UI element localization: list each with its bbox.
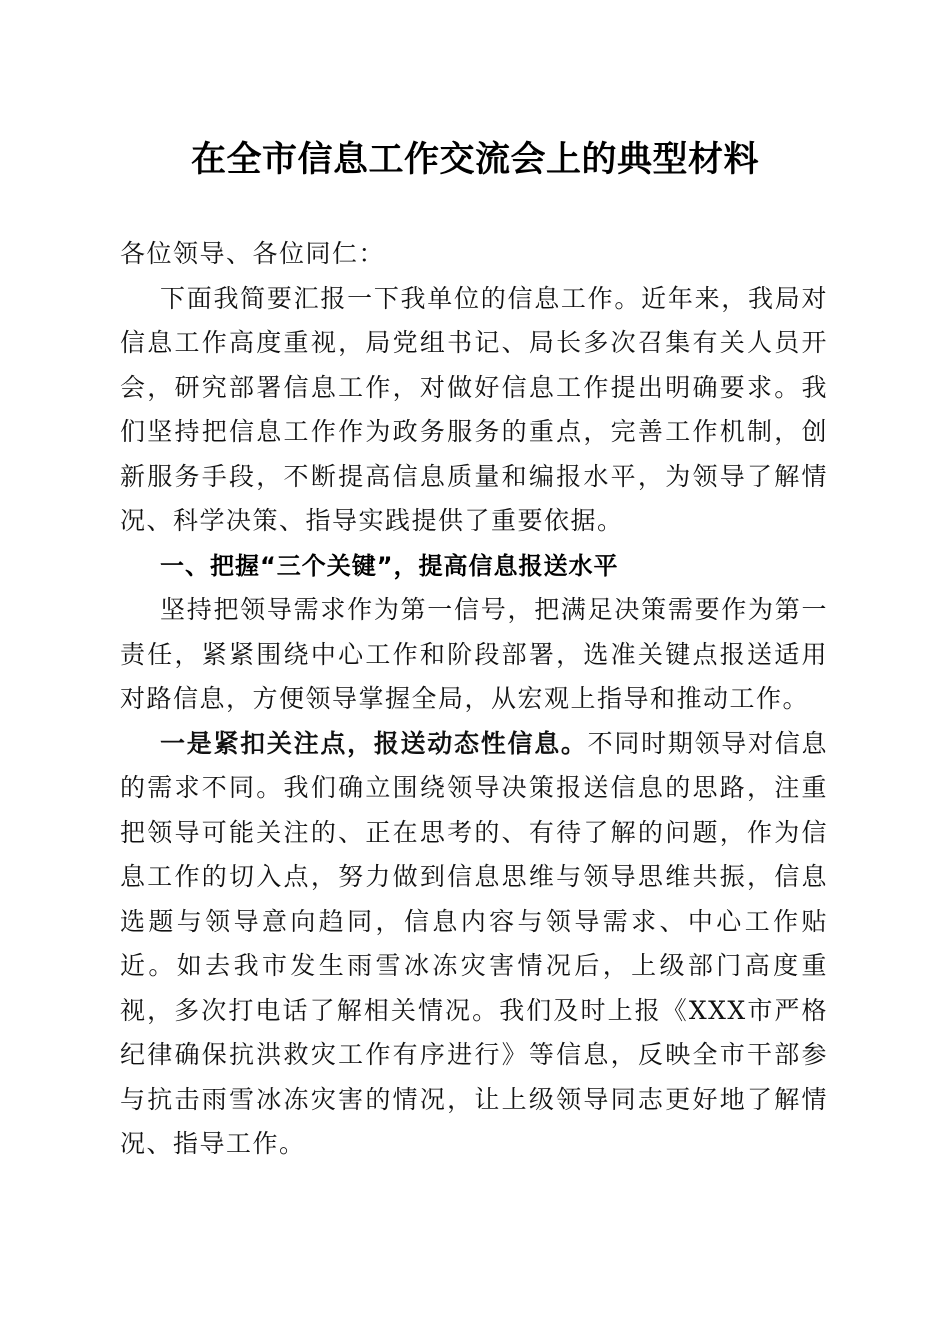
salutation: 各位领导、各位同仁：: [120, 239, 386, 268]
document-body: [120, 232, 828, 1167]
point-lead: 一是紧扣关注点，报送动态性信息。: [160, 728, 588, 758]
document-title: 在全市信息工作交流会上的典型材料: [190, 139, 759, 180]
point-body: 不同时期领导对信息的需求不同。我们确立围绕领导决策报送信息的思路，注重把领导可能关注的、正在思考的、有待了解的问题，作为信息工作的切入点，努力做到信息思维与领导思维共振，信息选题与领导意向趋同，信息内容与领导需求、中心工作贴近。如去我市发生雨雪冰冻灾害情况后，上级部门高度重视，多次打电话了解相关情况。我们及时上报《XXX市严格纪律确保抗洪救灾工作有序进行》等信息，反映全市干部参与抗击雨雪冰冻灾害的情况，让上级领导同志更好地了解情况、指导工作。: [120, 728, 828, 1158]
section-paragraph: 坚持把领导需求作为第一信号，把满足决策需要作为第一责任，紧紧围绕中心工作和阶段部署，选准关键点报送适用对路信息，方便领导掌握全局，从宏观上指导和推动工作。: [120, 595, 828, 713]
intro-paragraph: 下面我简要汇报一下我单位的信息工作。近年来，我局对信息工作高度重视，局党组书记、局长多次召集有关人员开会，研究部署信息工作，对做好信息工作提出明确要求。我们坚持把信息工作作为政务服务的重点，完善工作机制，创新服务手段，不断提高信息质量和编报水平，为领导了解情况、科学决策、指导实践提供了重要依据。: [120, 283, 828, 535]
section-heading: 一、把握“三个关键”，提高信息报送水平: [160, 551, 619, 580]
point-paragraph: [120, 722, 828, 1167]
